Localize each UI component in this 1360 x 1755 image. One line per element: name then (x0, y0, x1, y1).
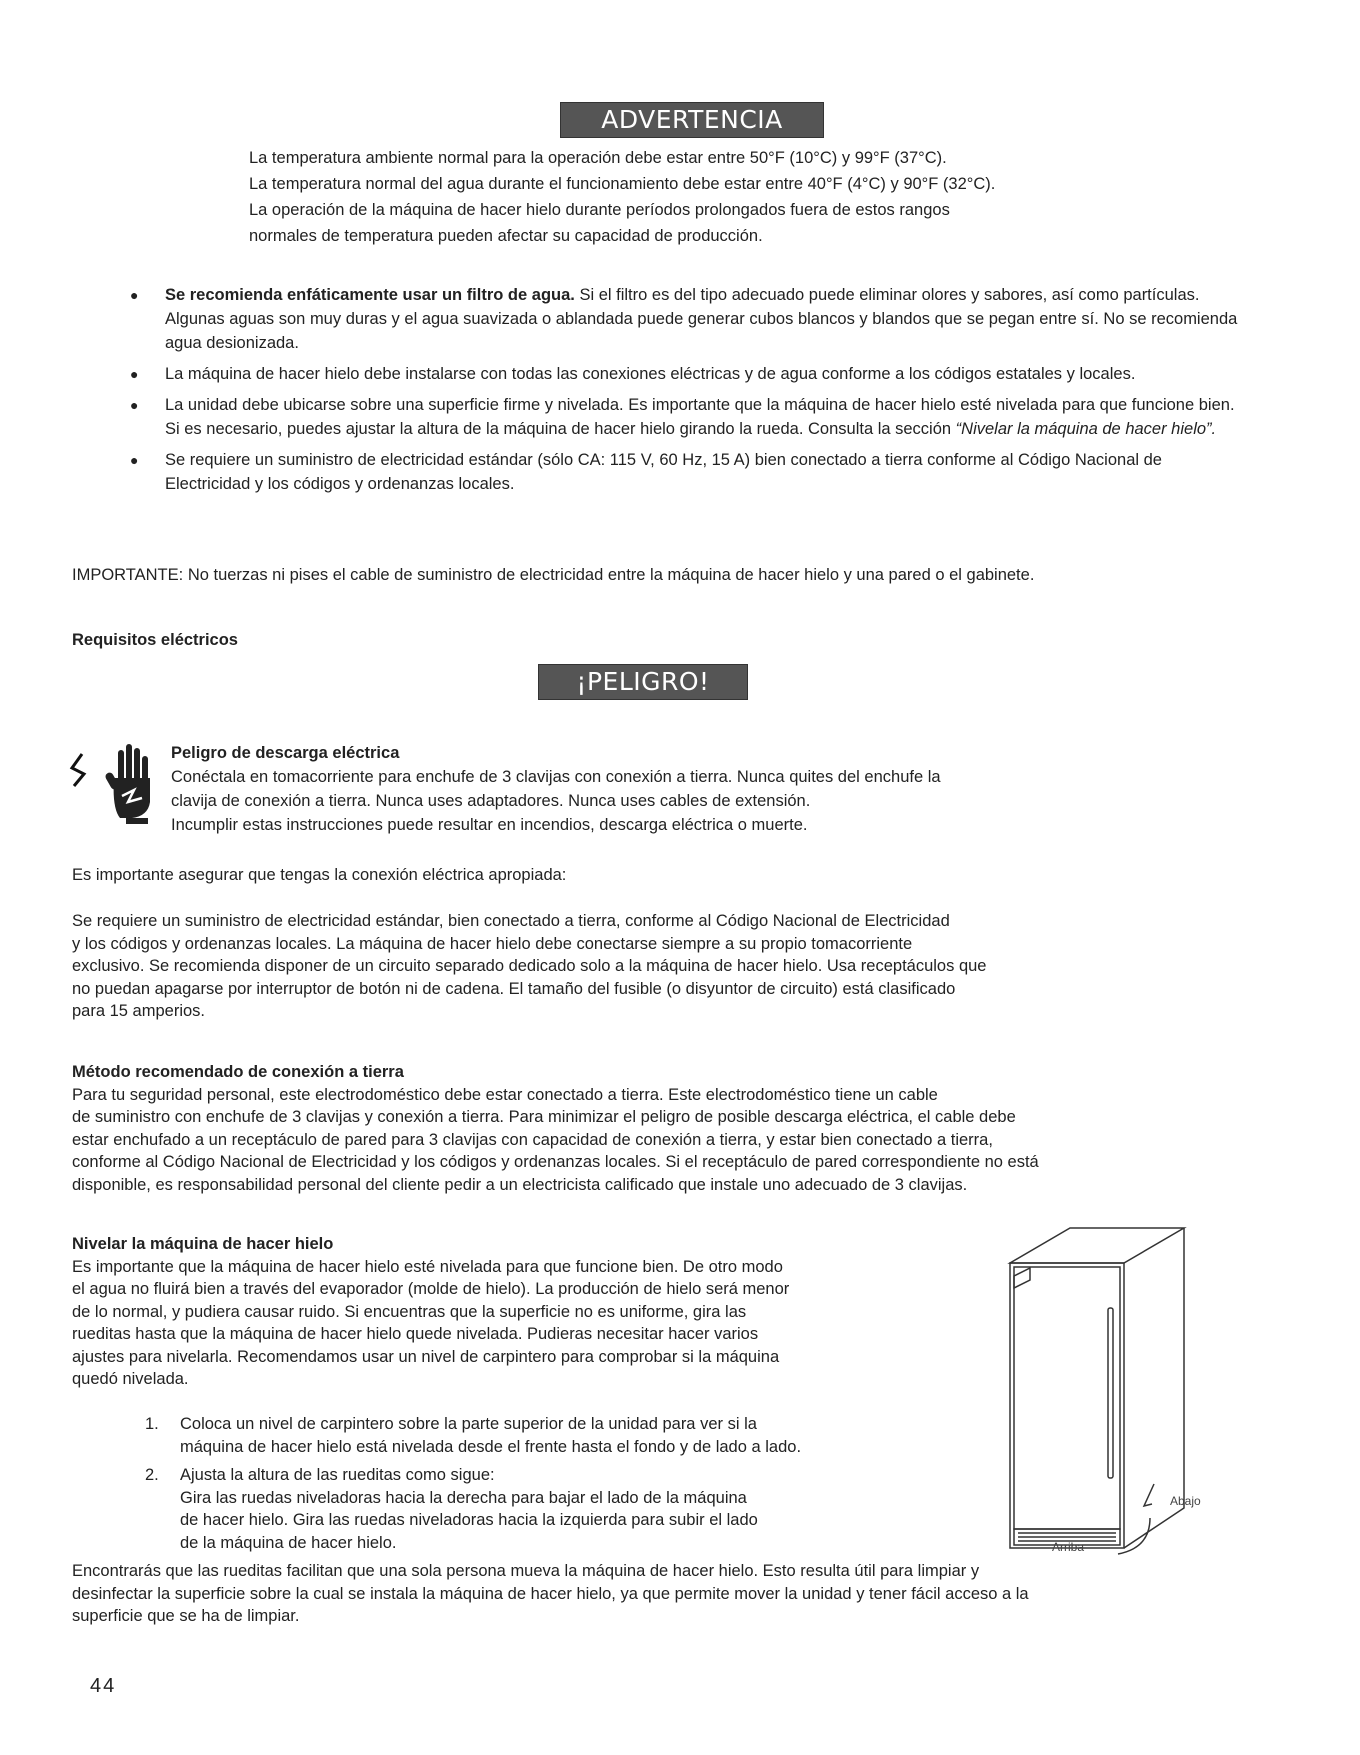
level-section-ref: “Nivelar la máquina de hacer hielo”. (955, 420, 1217, 438)
electrical-paragraph (72, 910, 1292, 1023)
figure-label-down: Abajo (1170, 1494, 1201, 1508)
step-line: de hacer hielo. Gira las ruedas niveladoras hacia la izquierda para subir el lado (180, 1511, 758, 1529)
shock-line: clavija de conexión a tierra. Nunca uses adaptadores. Nunca uses cables de extensión. (171, 792, 811, 810)
paragraph-line: Se requiere un suministro de electricidad estándar, bien conectado a tierra, conforme al Código Nacional de Electricidad (72, 912, 950, 930)
power-text: Se requiere un suministro de electricidad estándar (sólo CA: 115 V, 60 Hz, 15 A) bien conectado a tierra conforme al Código Nacional de Electricidad y los códigos y ordenanzas locales. (165, 451, 1162, 493)
paragraph-line: exclusivo. Se recomienda disponer de un circuito separado dedicado solo a la máquina de hacer hielo. Usa receptáculos que (72, 957, 987, 975)
step-line: de la máquina de hacer hielo. (180, 1533, 397, 1552)
filter-emphasis: Se recomienda enfáticamente usar un filtro de agua. (165, 286, 575, 304)
paragraph-line: quedó nivelada. (72, 1370, 189, 1388)
bullet-icon: ● (130, 287, 139, 303)
section-heading-grounding: Método recomendado de conexión a tierra (72, 1063, 404, 1081)
important-note: IMPORTANTE: No tuerzas ni pises el cable de suministro de electricidad entre la máquina de hacer hielo y una pared o el gabinete. (72, 566, 1035, 584)
leveling-section (72, 1233, 972, 1391)
grounding-section (72, 1061, 1292, 1196)
paragraph-line: rueditas hasta que la máquina de hacer hielo quede nivelada. Pudieras necesitar hacer varios (72, 1325, 759, 1343)
warning-line: normales de temperatura pueden afectar su capacidad de producción. (249, 227, 763, 245)
list-item (130, 448, 1250, 496)
paragraph-line: superficie que se ha de limpiar. (72, 1607, 300, 1625)
shock-line: Conéctala en tomacorriente para enchufe de 3 clavijas con conexión a tierra. Nunca quites del enchufe la (171, 768, 941, 786)
danger-banner: ¡PELIGRO! (538, 664, 748, 700)
install-text: La máquina de hacer hielo debe instalarse con todas las conexiones eléctricas y de agua conforme a los códigos estatales y locales. (165, 365, 1136, 383)
step-line: Coloca un nivel de carpintero sobre la parte superior de la unidad para ver si la (180, 1415, 757, 1433)
list-item (145, 1464, 935, 1554)
paragraph-line: y los códigos y ordenanzas locales. La máquina de hacer hielo debe conectarse siempre a su propio tomacorriente (72, 934, 913, 953)
step-line: máquina de hacer hielo está nivelada desde el frente hasta el fondo y de lado a lado. (180, 1437, 802, 1456)
warning-line: La temperatura normal del agua durante el funcionamiento debe estar entre 40°F (4°C) y 90°F (32°C). (249, 175, 996, 193)
paragraph-line: desinfectar la superficie sobre la cual se instala la máquina de hacer hielo, ya que permite mover la unidad y tener fácil acceso a la (72, 1584, 1029, 1603)
bullet-icon: ● (130, 366, 139, 382)
step-number: 2. (145, 1466, 159, 1484)
paragraph-line: Es importante que la máquina de hacer hielo esté nivelada para que funcione bien. De otro modo (72, 1257, 783, 1276)
list-item (145, 1413, 935, 1458)
bullet-icon: ● (130, 452, 139, 468)
paragraph-line: no puedan apagarse por interruptor de botón ni de cadena. El tamaño del fusible (o disyuntor de circuito) está clasificado (72, 979, 956, 998)
paragraph-line: de lo normal, y pudiera causar ruido. Si encuentras que la superficie no es uniforme, gira las (72, 1302, 747, 1321)
leveling-steps (145, 1413, 935, 1560)
paragraph-line: de suministro con enchufe de 3 clavijas y conexión a tierra. Para minimizar el peligro de posible descarga eléctrica, el cable debe (72, 1108, 1016, 1126)
warning-line: La operación de la máquina de hacer hielo durante períodos prolongados fuera de estos rangos (249, 201, 950, 219)
paragraph-line: Encontrarás que las rueditas facilitan que una sola persona mueva la máquina de hacer hielo. Esto resulta útil para limpiar y (72, 1562, 980, 1580)
step-line: Gira las ruedas niveladoras hacia la derecha para bajar el lado de la máquina (180, 1488, 747, 1507)
electric-shock-hand-icon (68, 738, 168, 828)
page-number: 44 (90, 1675, 117, 1697)
paragraph-line: ajustes para nivelarla. Recomendamos usar un nivel de carpintero para comprobar si la máquina (72, 1347, 780, 1366)
warning-line: La temperatura ambiente normal para la operación debe estar entre 50°F (10°C) y 99°F (37°C). (249, 149, 947, 167)
leveling-closing (72, 1560, 1312, 1628)
warning-banner: ADVERTENCIA (560, 102, 824, 138)
section-heading-electrical: Requisitos eléctricos (72, 631, 238, 649)
list-item (130, 283, 1250, 355)
paragraph-line: conforme al Código Nacional de Electricidad y los códigos y ordenanzas locales. Si el receptáculo de pared correspondiente no está (72, 1153, 1039, 1171)
warning-text (249, 145, 1149, 249)
paragraph-line: el agua no fluirá bien a través del evaporador (molde de hielo). La producción de hielo será menor (72, 1280, 790, 1298)
list-item (130, 362, 1250, 386)
paragraph-line: Para tu seguridad personal, este electrodoméstico debe estar conectado a tierra. Este electrodoméstico tiene un cable (72, 1085, 938, 1104)
requirements-list (130, 283, 1250, 503)
bullet-icon: ● (130, 397, 139, 413)
step-number: 1. (145, 1415, 159, 1433)
paragraph-line: estar enchufado a un receptáculo de pared para 3 clavijas con capacidad de conexión a tierra, y estar bien conectado a tierra, (72, 1130, 993, 1149)
shock-warning (171, 741, 1171, 837)
section-heading-leveling: Nivelar la máquina de hacer hielo (72, 1235, 334, 1253)
paragraph-line: disponible, es responsabilidad personal del cliente pedir a un electricista calificado que instale uno adecuado de 3 clavijas. (72, 1175, 968, 1194)
list-item (130, 393, 1250, 441)
electrical-intro: Es importante asegurar que tengas la conexión eléctrica apropiada: (72, 866, 567, 884)
filter-text: Si el filtro es del tipo adecuado puede eliminar olores y sabores, así como partículas. Algunas aguas son muy duras y el agua suavizada o ablandada puede generar cubos blancos y blandos que se pegan entre sí. No se recomienda agua desionizada. (165, 286, 1238, 352)
paragraph-line: para 15 amperios. (72, 1002, 205, 1020)
shock-line: Incumplir estas instrucciones puede resultar en incendios, descarga eléctrica o muerte. (171, 816, 808, 834)
figure-label-up: Arriba (1052, 1540, 1085, 1554)
shock-title: Peligro de descarga eléctrica (171, 744, 400, 762)
level-text: La unidad debe ubicarse sobre una superficie firme y nivelada. Es importante que la máquina de hacer hielo esté nivelada para que funcione bien. Si es necesario, puedes ajustar la altura de la máquina de hacer hielo girando la rueda. Consulta la sección (165, 396, 1235, 438)
step-line: Ajusta la altura de las rueditas como sigue: (180, 1466, 495, 1484)
